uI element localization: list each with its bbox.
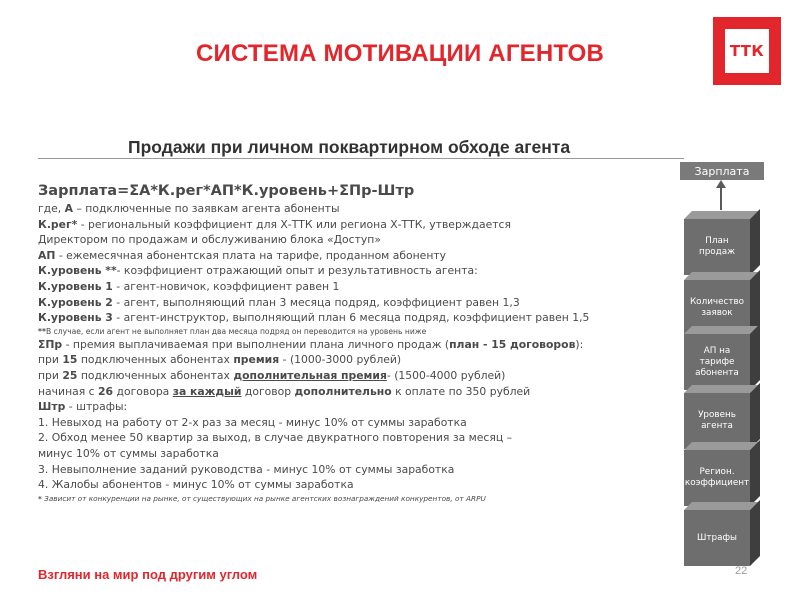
line-klevel-2: К.уровень 2 - агент, выполняющий план 3 месяца подряд, коэффициент равен 1,3: [38, 295, 520, 309]
penalty-4: 4. Жалобы абонентов - минус 10% от суммы заработка: [38, 478, 354, 492]
line-kreg-cont: Директором по продажам и обслуживанию блока «Доступ»: [38, 233, 381, 247]
penalty-3: 3. Невыполнение заданий руководства - минус 10% от суммы заработка: [38, 462, 455, 476]
block-top-face: [684, 326, 758, 334]
footnote: * Зависит от конкуренции на рынке, от существующих на рынке агентских вознаграждений конкурентов, от ARPU: [38, 493, 486, 503]
block-label: Уровень агента: [698, 410, 736, 431]
line-a: где, А – подключенные по заявкам агента абоненты: [38, 202, 340, 215]
block-label: Регион. коэффициент: [684, 467, 750, 488]
block-top-face: [684, 502, 758, 510]
slide-subtitle: Продажи при личном поквартирном обходе агента: [128, 137, 571, 157]
block-label: Количество заявок: [689, 297, 745, 318]
block-level: [684, 393, 750, 449]
block-side-face: [750, 500, 760, 566]
line-bonus-25: при 25 подключенных абонентах дополнительная премия- (1500-4000 рублей): [38, 368, 506, 382]
line-kreg: К.рег* - региональный коэффициент для Х-ТТК или региона Х-ТТК, утверждается: [38, 217, 511, 231]
subtitle-underline: [38, 158, 684, 159]
footer-slogan: Взгляни на мир под другим углом: [38, 567, 258, 582]
penalty-2: 2. Обход менее 50 квартир за выход, в случае двукратного повторения за месяц –: [38, 431, 513, 445]
line-ap: АП - ежемесячная абонентская плата на тарифе, проданном абоненту: [38, 248, 447, 262]
slide-title: СИСТЕМА МОТИВАЦИИ АГЕНТОВ: [195, 40, 605, 67]
line-klevel-note: **В случае, если агент не выполняет план два месяца подряд он переводится на уровень ниже: [38, 326, 427, 336]
salary-box: Зарплата: [680, 162, 764, 180]
penalty-1: 1. Невыход на работу от 2-х раз за месяц - минус 10% от суммы заработка: [38, 415, 467, 429]
logo-text: ТТК: [729, 42, 765, 60]
block-tariff: [684, 334, 750, 390]
block-side-face: [750, 383, 760, 449]
block-side-face: [750, 440, 760, 506]
block-penalties: [684, 510, 750, 566]
page-number: 22: [735, 565, 748, 577]
line-penalties: Штр - штрафы:: [38, 400, 128, 414]
block-label: Штрафы: [697, 532, 737, 543]
block-top-face: [684, 442, 758, 450]
line-klevel: К.уровень **- коэффициент отражающий опыт и результативность агента:: [38, 264, 478, 278]
line-bonus: ΣПр - премия выплачиваемая при выполнении плана личного продаж (план - 15 договоров):: [38, 337, 584, 351]
block-top-face: [684, 211, 758, 219]
block-sales-plan: [684, 219, 750, 275]
line-bonus-26: начиная с 26 договора за каждый договор дополнительно к оплате по 350 рублей: [38, 384, 531, 398]
line-klevel-3: К.уровень 3 - агент-инструктор, выполняющий план 6 месяца подряд, коэффициент равен 1,5: [38, 311, 590, 325]
body-text: [38, 181, 678, 505]
logo-frame: [724, 28, 770, 74]
block-top-face: [684, 385, 758, 393]
ttk-logo: [713, 17, 781, 85]
penalty-2-cont: минус 10% от суммы заработка: [38, 446, 219, 460]
block-side-face: [750, 324, 760, 390]
salary-formula: Зарплата=ΣА*К.рег*АП*К.уровень+ΣПр-Штр: [38, 183, 415, 199]
block-label: АП на тарифе абонента: [695, 345, 739, 378]
block-label: План продаж: [698, 236, 736, 257]
line-bonus-15: при 15 подключенных абонентах премия - (1000-3000 рублей): [38, 353, 402, 367]
block-region: [684, 450, 750, 506]
line-klevel-1: К.уровень 1 - агент-новичок, коэффициент равен 1: [38, 279, 340, 293]
arrow-stem: [720, 186, 722, 210]
block-side-face: [750, 209, 760, 275]
block-top-face: [684, 272, 758, 280]
